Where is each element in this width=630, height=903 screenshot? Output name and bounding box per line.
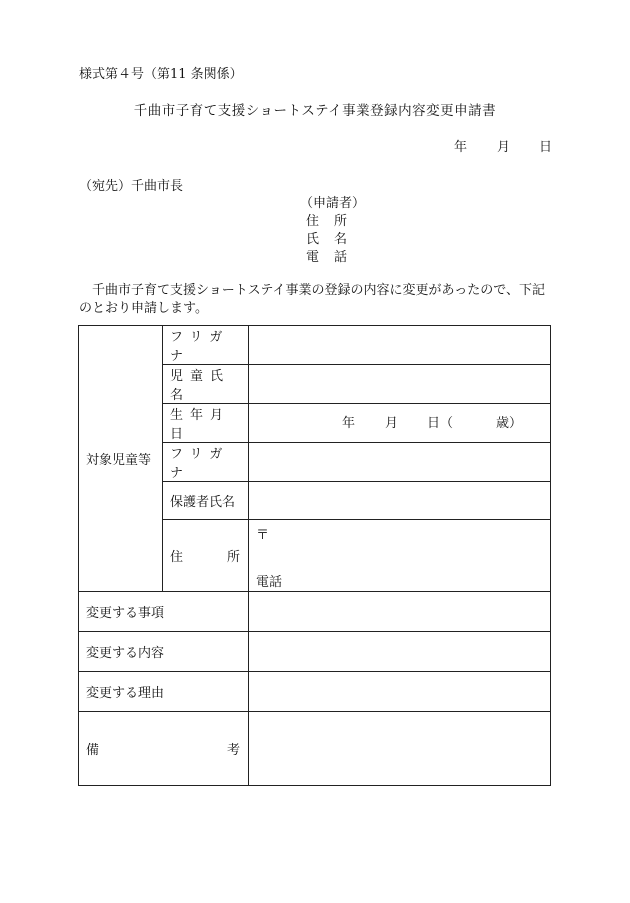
applicant-phone-label-1: 電 [306,250,320,265]
guardian-name-field[interactable] [249,482,551,520]
child-address-label-1: 住 [170,550,184,565]
remarks-label-2: 考 [226,743,240,758]
form-number: 様式第４号（第11 条関係） [79,67,243,82]
furigana-label-1: フリガナ [163,326,249,365]
applicant-heading: （申請者） [300,196,366,211]
change-item-label: 変更する事項 [79,592,249,632]
applicant-name-label-2: 名 [334,232,348,247]
furigana-field-1[interactable] [249,326,551,365]
guardian-name-label: 保護者氏名 [163,482,249,520]
remarks-label [79,712,249,786]
birth-year-label: 年 [342,416,356,431]
child-name-field[interactable] [249,365,551,404]
child-address-field[interactable] [249,520,551,592]
birth-month-label: 月 [385,416,399,431]
change-reason-label: 変更する理由 [79,672,249,712]
date-month-label: 月 [497,140,511,155]
child-address-label [163,520,249,592]
birth-day-label: 日（ [427,416,454,431]
intro-text: 千曲市子育て支援ショートステイ事業の登録の内容に変更があったので、下記のとおり申請します。 [79,283,546,316]
date-year-label: 年 [454,140,468,155]
age-label: 歳） [496,416,523,431]
furigana-label-2: フリガナ [163,443,249,482]
remarks-label-1: 備 [86,743,100,758]
applicant-phone-label-2: 話 [334,250,348,265]
addressee: （宛先）千曲市長 [79,179,184,194]
child-name-label: 児童氏名 [163,365,249,404]
remarks-field[interactable] [249,712,551,786]
change-content-field[interactable] [249,632,551,672]
application-table [78,325,551,786]
change-item-field[interactable] [249,592,551,632]
applicant-address-label-2: 所 [334,214,348,229]
postal-mark: 〒 [256,528,270,543]
target-child-group-label: 対象児童等 [79,326,163,592]
change-reason-field[interactable] [249,672,551,712]
applicant-name-label-1: 氏 [306,232,320,247]
child-address-label-2: 所 [226,550,240,565]
birth-date-label: 生年月日 [163,404,249,443]
birth-date-field[interactable] [249,404,551,443]
form-title: 千曲市子育て支援ショートステイ事業登録内容変更申請書 [133,103,497,119]
date-day-label: 日 [539,140,553,155]
tel-label: 電話 [256,575,283,590]
applicant-address-label-1: 住 [306,214,320,229]
furigana-field-2[interactable] [249,443,551,482]
change-content-label: 変更する内容 [79,632,249,672]
